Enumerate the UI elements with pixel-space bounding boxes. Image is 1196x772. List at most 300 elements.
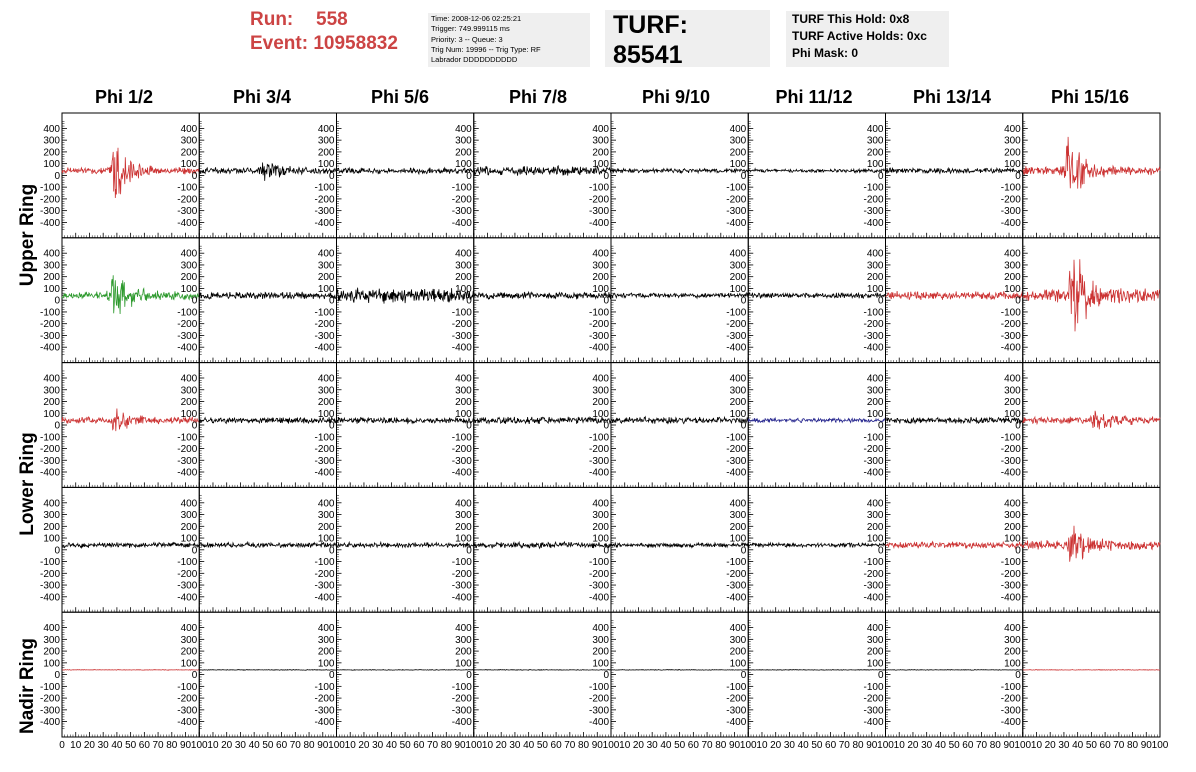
y-tick-label: -100 [1000,307,1021,319]
y-tick-label: -300 [314,580,335,592]
x-tick-label: 30 [783,740,795,751]
y-tick-label: -100 [588,681,609,693]
y-tick-label: 200 [729,147,747,159]
waveform-panel [314,487,473,612]
y-tick-label: -400 [451,467,472,479]
y-tick-label: 100 [729,533,747,545]
y-tick-label: 400 [592,498,609,510]
x-tick-label: 30 [646,740,658,751]
waveform-panel [1001,113,1160,238]
y-tick-label: -100 [451,307,472,319]
waveform-panel [589,113,748,238]
column-title: Phi 11/12 [775,87,853,107]
y-tick-label: 100 [592,283,609,295]
y-tick-label: -300 [451,330,472,342]
y-tick-label: 300 [180,385,198,397]
x-tick-label: 90 [1140,740,1152,751]
waveform-trace [748,169,885,173]
turf-info-line: TURF This Hold: 0x8 [792,12,910,26]
y-tick-label: -300 [451,580,472,592]
y-tick-label: 300 [43,260,60,272]
waveform-panel [589,363,748,488]
x-tick-label: 10 [893,740,905,751]
y-tick-label: 0 [328,545,335,557]
y-tick-label: 400 [317,623,335,635]
y-tick-label: 400 [729,623,747,635]
x-tick-label: 60 [1099,740,1111,751]
y-tick-label: 400 [455,498,472,510]
trigger-info-line: Trig Num: 19996 -- Trig Type: RF [431,44,541,54]
y-tick-label: -300 [39,330,60,342]
y-tick-label: 100 [180,533,198,545]
y-tick-label: -400 [588,717,609,729]
y-tick-label: 0 [877,170,884,182]
x-tick-label: 60 [962,740,974,751]
x-tick-label: 0 [59,740,65,751]
waveform-trace [611,543,748,548]
y-tick-label: -200 [863,319,884,331]
y-tick-label: -200 [1000,693,1021,705]
y-tick-label: -400 [588,467,609,479]
y-tick-label: -400 [177,217,198,229]
y-tick-label: 400 [866,498,884,510]
x-tick-label: 80 [715,740,727,751]
y-tick-label: -400 [588,217,609,229]
y-tick-label: 400 [592,248,609,260]
y-tick-label: 400 [43,623,60,635]
x-tick-label: 30 [921,740,933,751]
y-tick-label: 300 [43,135,60,147]
y-tick-label: -400 [1000,467,1021,479]
y-tick-label: 100 [729,283,747,295]
y-tick-label: 300 [729,260,747,272]
y-tick-label: 100 [866,408,884,420]
y-tick-label: -400 [1000,717,1021,729]
y-tick-label: -200 [451,568,472,580]
y-tick-label: 400 [180,248,198,260]
y-tick-label: -100 [177,432,198,444]
y-tick-label: -300 [863,705,884,717]
y-tick-label: 200 [729,646,747,658]
y-tick-label: 0 [877,670,884,682]
y-tick-label: -100 [588,182,609,194]
y-tick-label: -400 [726,592,747,604]
y-tick-label: 0 [603,420,609,432]
y-tick-label: 100 [455,283,472,295]
x-tick-label: 60 [413,740,425,751]
y-tick-label: -200 [726,319,747,331]
panel-frame [1023,612,1160,737]
y-tick-label: 300 [43,634,60,646]
x-tick-label: 40 [797,740,809,751]
y-tick-label: -100 [39,557,60,569]
y-tick-label: 100 [729,408,747,420]
x-tick-label: 60 [550,740,562,751]
y-tick-label: -400 [1000,342,1021,354]
y-tick-label: -300 [451,455,472,467]
y-tick-label: -400 [451,342,472,354]
y-tick-label: -300 [726,330,747,342]
y-tick-label: -400 [177,592,198,604]
x-tick-label: 90 [728,740,741,751]
y-tick-label: 300 [1004,634,1021,646]
y-tick-label: -200 [863,194,884,206]
y-tick-label: 100 [455,658,472,670]
y-tick-label: 0 [54,295,60,307]
y-tick-label: -100 [177,557,198,569]
panel-frame [1023,113,1160,238]
y-tick-label: -400 [39,467,60,479]
y-tick-label: -100 [863,432,884,444]
x-tick-label: 60 [825,740,837,751]
y-tick-label: -300 [39,705,60,717]
x-tick-label: 100 [1151,740,1169,751]
x-tick-label: 10 [344,740,356,751]
waveform-panel [1001,612,1160,737]
y-tick-label: 300 [1004,135,1021,147]
y-tick-label: -200 [314,319,335,331]
column-title: Phi 1/2 [94,87,154,107]
y-tick-label: 0 [740,295,747,307]
y-tick-label: -100 [39,307,60,319]
y-tick-label: -200 [588,194,609,206]
y-tick-label: 100 [180,658,198,670]
y-tick-label: -100 [177,182,198,194]
y-tick-label: 0 [466,545,472,557]
y-tick-label: 0 [1015,670,1021,682]
waveform-trace [886,670,1023,671]
y-tick-label: -400 [314,467,335,479]
y-tick-label: 0 [877,545,884,557]
y-tick-label: 400 [592,623,609,635]
y-tick-label: 100 [43,533,60,545]
y-tick-label: -300 [588,705,609,717]
waveform-trace [337,168,474,174]
y-tick-label: 200 [317,646,335,658]
waveform-panel [1001,363,1160,488]
y-tick-label: 300 [317,510,335,522]
y-tick-label: 400 [455,248,472,260]
waveform-trace [1023,259,1160,331]
y-tick-label: -300 [588,330,609,342]
waveform-panel [177,612,336,737]
y-tick-label: 200 [866,272,884,284]
x-tick-label: 50 [536,740,548,751]
x-tick-label: 70 [564,740,576,751]
y-tick-label: 200 [592,397,609,408]
x-tick-label: 100 [739,740,757,751]
waveform-trace [199,163,336,181]
y-tick-label: 300 [317,385,335,397]
waveform-panel [863,487,1022,612]
y-tick-label: 400 [1004,623,1021,635]
y-tick-label: 100 [866,533,884,545]
y-tick-label: -400 [726,467,747,479]
waveform-trace [886,291,1023,300]
waveform-trace [1023,526,1160,562]
y-tick-label: 400 [729,123,747,135]
y-tick-label: 200 [866,147,884,159]
panel-frame [1023,363,1160,488]
x-tick-label: 20 [632,740,645,751]
waveform-trace [886,542,1023,549]
y-tick-label: 100 [592,159,609,171]
trigger-info-line: Time: 2008-12-06 02:25:21 [431,14,522,23]
y-tick-label: -400 [726,342,747,354]
x-tick-label: 40 [1072,740,1084,751]
y-tick-label: 300 [729,135,747,147]
y-tick-label: -300 [726,705,747,717]
waveform-panel [863,113,1022,238]
y-tick-label: 400 [317,248,335,260]
y-tick-label: 0 [328,420,335,432]
y-tick-label: 200 [43,272,60,284]
y-tick-label: 100 [180,159,198,171]
y-tick-label: -400 [1000,592,1021,604]
y-tick-label: 400 [317,123,335,135]
y-tick-label: -100 [726,182,747,194]
waveform-trace [474,542,611,548]
y-tick-label: 400 [180,123,198,135]
x-tick-label: 100 [190,740,208,751]
waveform-panel [863,612,1022,737]
waveform-trace [1023,670,1160,671]
y-tick-label: -400 [39,217,60,229]
y-tick-label: 200 [729,521,747,533]
x-tick-label: 40 [934,740,946,751]
x-tick-label: 80 [440,740,452,751]
x-tick-label: 50 [262,740,274,751]
y-tick-label: -100 [177,307,198,319]
y-tick-label: -300 [451,705,472,717]
y-tick-label: 400 [180,498,198,510]
y-tick-label: 400 [43,373,60,385]
y-tick-label: -200 [726,444,747,455]
waveform-panel [314,612,473,737]
waveform-panel [589,487,748,612]
x-tick-label: 80 [852,740,864,751]
waveform-trace [62,670,199,671]
y-tick-label: -100 [451,432,472,444]
y-tick-label: -200 [726,693,747,705]
x-tick-label: 60 [276,740,288,751]
y-tick-label: 100 [317,283,335,295]
waveform-panel [452,363,611,488]
y-tick-label: 100 [43,408,60,420]
y-tick-label: -200 [177,444,198,455]
event-label: Event: [250,33,309,54]
y-tick-label: 100 [317,408,335,420]
y-tick-label: 300 [455,260,472,272]
y-tick-label: 300 [43,510,60,522]
y-tick-label: 400 [43,248,60,260]
waveform-trace [337,542,474,548]
x-tick-label: 30 [97,740,109,751]
y-tick-label: 200 [180,147,198,159]
y-tick-label: 400 [1004,248,1021,260]
y-tick-label: -200 [863,568,884,580]
y-tick-label: 300 [1004,510,1021,522]
y-tick-label: -200 [863,693,884,705]
waveform-panel [40,487,199,612]
y-tick-label: 0 [54,420,60,432]
y-tick-label: 100 [866,658,884,670]
y-tick-label: 300 [317,260,335,272]
y-tick-label: 0 [328,295,335,307]
x-tick-label: 30 [372,740,384,751]
x-tick-label: 30 [1058,740,1070,751]
x-tick-label: 100 [877,740,894,751]
turf-info-line: TURF Active Holds: 0xc [792,29,927,43]
y-tick-label: -400 [39,592,60,604]
y-tick-label: -200 [588,693,609,705]
y-tick-label: -100 [314,307,335,319]
y-tick-label: 400 [317,498,335,510]
y-tick-label: -300 [863,455,884,467]
y-tick-label: -200 [39,568,60,580]
y-tick-label: 100 [1004,283,1021,295]
column-title: Phi 5/6 [370,87,430,107]
y-tick-label: -100 [177,681,198,693]
y-tick-label: -200 [177,568,198,580]
y-tick-label: -400 [588,592,609,604]
y-tick-label: -200 [314,444,335,455]
x-tick-label: 70 [1113,740,1125,751]
y-tick-label: -300 [177,206,198,218]
x-tick-label: 10 [1030,740,1043,751]
y-tick-label: 200 [729,397,747,408]
waveform-panel [726,238,885,363]
y-tick-label: 300 [866,135,884,147]
x-tick-label: 10 [70,740,82,751]
y-tick-label: -100 [314,681,335,693]
y-tick-label: -200 [314,568,335,580]
y-tick-label: -200 [39,319,60,331]
y-tick-label: 100 [592,533,609,545]
y-tick-label: 100 [455,159,472,171]
y-tick-label: 300 [729,634,747,646]
y-tick-label: -400 [1000,217,1021,229]
y-tick-label: 100 [43,658,60,670]
y-tick-label: 0 [603,545,609,557]
y-tick-label: 400 [866,623,884,635]
x-tick-label: 100 [328,740,345,751]
y-tick-label: 400 [180,373,198,385]
waveform-panel [1001,238,1160,363]
y-tick-label: 100 [317,658,335,670]
x-tick-label: 70 [838,740,850,751]
y-tick-label: 400 [592,123,609,135]
y-tick-label: -100 [451,681,472,693]
y-tick-label: 0 [1015,545,1021,557]
y-tick-label: -300 [863,580,884,592]
y-tick-label: -400 [863,467,884,479]
y-tick-label: -300 [314,330,335,342]
waveform-panel [863,363,1022,488]
y-tick-label: -400 [726,717,747,729]
y-tick-label: 400 [43,498,60,510]
x-tick-label: 50 [399,740,411,751]
y-tick-label: 300 [592,634,609,646]
column-title: Phi 3/4 [232,87,292,107]
y-tick-label: 100 [866,283,884,295]
y-tick-label: 200 [1004,272,1021,284]
y-tick-label: 0 [877,295,884,307]
y-tick-label: -300 [1000,580,1021,592]
y-tick-label: 200 [455,646,472,658]
column-title: Phi 15/16 [1050,87,1130,107]
y-tick-label: 0 [328,170,335,182]
y-tick-label: 300 [866,385,884,397]
y-tick-label: 0 [191,170,198,182]
y-tick-label: 300 [592,385,609,397]
y-tick-label: -200 [451,194,472,206]
y-tick-label: 400 [455,373,472,385]
y-tick-label: -400 [451,717,472,729]
y-tick-label: -400 [726,217,747,229]
y-tick-label: 400 [43,123,60,135]
y-tick-label: -200 [726,194,747,206]
x-tick-label: 50 [674,740,686,751]
waveform-panel [177,487,336,612]
x-tick-label: 30 [509,740,521,751]
y-tick-label: -300 [39,206,60,218]
x-tick-label: 40 [660,740,672,751]
y-tick-label: 0 [466,670,472,682]
x-tick-label: 60 [138,740,150,751]
y-tick-label: 100 [317,159,335,171]
y-tick-label: -400 [177,342,198,354]
x-tick-label: 10 [619,740,631,751]
column-title: Phi 9/10 [641,87,711,107]
y-tick-label: 400 [180,623,198,635]
y-tick-label: -200 [177,319,198,331]
y-tick-label: -300 [1000,330,1021,342]
x-tick-label: 20 [1044,740,1056,751]
y-tick-label: -300 [1000,705,1021,717]
y-tick-label: 200 [1004,147,1021,159]
y-tick-label: 100 [729,159,747,171]
y-tick-label: -300 [726,455,747,467]
y-tick-label: -200 [39,194,60,206]
y-tick-label: 400 [729,373,747,385]
y-tick-label: -100 [588,307,609,319]
y-tick-label: -200 [1000,444,1021,455]
y-tick-label: 200 [1004,521,1021,533]
y-tick-label: 100 [1004,408,1021,420]
x-tick-label: 40 [523,740,535,751]
y-tick-label: -300 [177,705,198,717]
ring-label-nadir: Nadir Ring [17,637,38,735]
y-tick-label: 200 [455,147,472,159]
x-tick-label: 50 [948,740,960,751]
waveform-trace [199,670,336,671]
waveform-trace [886,168,1023,173]
y-tick-label: 300 [455,510,472,522]
y-tick-label: 200 [317,147,335,159]
y-tick-label: 200 [180,397,198,408]
y-tick-label: 300 [180,135,198,147]
y-tick-label: -300 [177,330,198,342]
waveform-panel [589,612,748,737]
y-tick-label: -200 [1000,319,1021,331]
y-tick-label: 0 [740,170,747,182]
y-tick-label: 300 [1004,260,1021,272]
waveform-trace [748,293,885,299]
y-tick-label: 0 [191,420,198,432]
panel-frame [1023,238,1160,363]
y-tick-label: -400 [39,717,60,729]
